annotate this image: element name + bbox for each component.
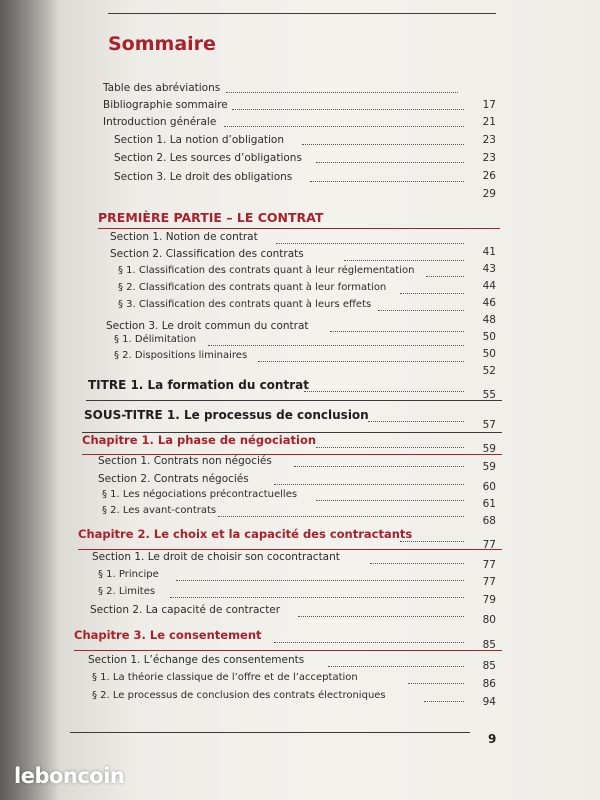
leboncoin-watermark: leboncoin: [14, 764, 125, 788]
toc-entry: § 1. Les négociations précontractuelles: [102, 489, 298, 500]
section-rule: [86, 400, 502, 401]
toc-entry: Table des abréviations: [103, 82, 221, 94]
dot-leader: [294, 466, 464, 467]
dot-leader: [368, 421, 464, 422]
chapter-rule: [78, 549, 502, 550]
toc-entry: Section 2. Classification des contrats: [110, 248, 304, 260]
page-number: 59: [482, 443, 496, 455]
toc-entry: Section 2. La capacité de contracter: [90, 604, 281, 616]
page-number: 23: [482, 152, 496, 164]
chapter-title: Chapitre 1. La phase de négociation: [82, 433, 317, 447]
toc-entry: Bibliographie sommaire: [103, 99, 228, 111]
page-folio: 9: [488, 732, 497, 746]
toc-entry: Section 2. Contrats négociés: [98, 473, 249, 485]
dot-leader: [170, 597, 464, 598]
dot-leader: [232, 109, 464, 110]
dot-leader: [224, 126, 464, 127]
toc-entry: § 2. Limites: [98, 586, 156, 597]
dot-leader: [426, 276, 464, 277]
dot-leader: [330, 331, 464, 332]
toc-entry: § 2. Dispositions liminaires: [114, 350, 248, 361]
dot-leader: [258, 361, 464, 362]
dot-leader: [274, 484, 464, 485]
dot-leader: [276, 243, 464, 244]
chapter-title: Chapitre 2. Le choix et la capacité des contractants: [78, 527, 413, 541]
dot-leader: [304, 391, 464, 392]
toc-entry: Section 1. Contrats non négociés: [98, 455, 272, 467]
part-rule: [98, 228, 500, 229]
dot-leader: [344, 260, 464, 261]
page-number: 29: [482, 188, 496, 200]
page-number: 59: [482, 461, 496, 473]
page-number: 17: [482, 99, 496, 111]
book-page: [58, 0, 600, 800]
toc-entry: Section 2. Les sources d’obligations: [114, 152, 302, 164]
dot-leader: [400, 541, 464, 542]
dot-leader: [298, 616, 464, 617]
toc-entry: § 1. Principe: [98, 569, 159, 580]
page-number: 46: [482, 297, 496, 309]
sous-titre-heading: SOUS-TITRE 1. Le processus de conclusion: [84, 408, 369, 422]
page-number: 26: [482, 170, 496, 182]
chapter-title: Chapitre 3. Le consentement: [74, 628, 262, 642]
dot-leader: [328, 666, 464, 667]
page-number: 41: [482, 246, 496, 258]
page-number: 77: [482, 539, 496, 551]
toc-entry: Section 1. Notion de contrat: [110, 231, 258, 243]
dot-leader: [316, 162, 464, 163]
dot-leader: [218, 516, 464, 517]
page-number: 85: [482, 639, 496, 651]
page-number: 68: [482, 515, 496, 527]
toc-entry: § 2. Classification des contrats quant à leur formation: [118, 282, 387, 293]
page-number: 61: [482, 498, 496, 510]
page-number: 77: [482, 559, 496, 571]
bottom-rule: [70, 732, 470, 733]
dot-leader: [424, 701, 464, 702]
page-number: 77: [482, 576, 496, 588]
book-binding: [0, 0, 58, 800]
page-number: 52: [482, 365, 496, 377]
page-number: 86: [482, 678, 496, 690]
toc-entry: § 3. Classification des contrats quant à leurs effets: [118, 299, 372, 310]
toc-entry: Section 1. Le droit de choisir son cocontractant: [92, 551, 340, 563]
page-number: 57: [482, 419, 496, 431]
toc-entry: Section 1. La notion d’obligation: [114, 134, 284, 146]
toc-entry: § 2. Les avant-contrats: [102, 505, 217, 516]
toc-entry: § 1. La théorie classique de l’offre et de l’acceptation: [92, 672, 358, 683]
page-number: 94: [482, 696, 496, 708]
part-title: PREMIÈRE PARTIE – LE CONTRAT: [98, 210, 324, 225]
dot-leader: [316, 500, 464, 501]
dot-leader: [176, 580, 464, 581]
dot-leader: [208, 345, 464, 346]
page-number: 80: [482, 614, 496, 626]
page-number: 79: [482, 594, 496, 606]
top-rule: [108, 13, 496, 14]
page-number: 21: [482, 116, 496, 128]
dot-leader: [302, 144, 464, 145]
dot-leader: [226, 92, 458, 93]
dot-leader: [408, 683, 464, 684]
toc-entry: Section 3. Le droit commun du contrat: [106, 320, 309, 332]
toc-entry: Section 1. L’échange des consentements: [88, 654, 305, 666]
toc-entry: Section 3. Le droit des obligations: [114, 171, 293, 183]
toc-entry: § 2. Le processus de conclusion des contrats électroniques: [92, 690, 386, 701]
page-number: 50: [482, 348, 496, 360]
page-number: 43: [482, 263, 496, 275]
toc-entry: Introduction générale: [103, 116, 217, 128]
dot-leader: [310, 181, 464, 182]
page-title: Sommaire: [108, 33, 216, 55]
page-number: 85: [482, 660, 496, 672]
page-number: 50: [482, 331, 496, 343]
dot-leader: [316, 447, 464, 448]
dot-leader: [370, 563, 464, 564]
page-number: 44: [482, 280, 496, 292]
chapter-rule: [74, 650, 502, 651]
toc-entry: § 1. Délimitation: [114, 334, 197, 345]
page-number: 55: [482, 389, 496, 401]
dot-leader: [274, 642, 464, 643]
toc-entry: § 1. Classification des contrats quant à leur réglementation: [118, 265, 415, 276]
dot-leader: [400, 293, 464, 294]
page-number: 23: [482, 134, 496, 146]
page-number: 60: [482, 481, 496, 493]
titre-heading: TITRE 1. La formation du contrat: [88, 378, 309, 392]
page-number: 48: [482, 314, 496, 326]
dot-leader: [378, 310, 464, 311]
